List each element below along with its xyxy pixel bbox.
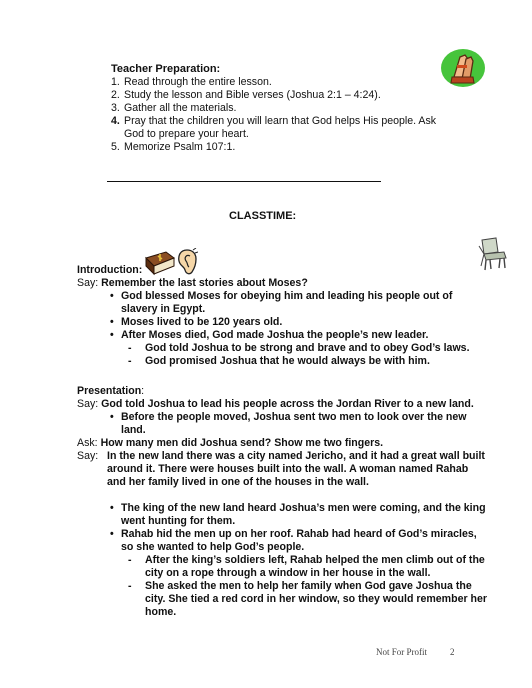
footer-text: Not For Profit (376, 647, 428, 657)
presentation-heading (77, 385, 487, 398)
bullet-icon: • (110, 502, 114, 514)
presentation-heading-text: Presentation (77, 385, 142, 397)
bullet-text: Moses lived to be 120 years old. (121, 316, 283, 328)
prep-text: Memorize Psalm 107:1. (124, 141, 236, 153)
list-item (77, 554, 487, 580)
list-item (77, 316, 487, 329)
prep-text: Read through the entire lesson. (124, 76, 272, 88)
bullet-text: The king of the new land heard Joshua’s men were coming, and the king went hunting for them. (121, 502, 486, 527)
presentation-ask (77, 437, 487, 450)
prep-item (111, 141, 451, 154)
prep-num: 2. (111, 89, 120, 101)
list-item (77, 528, 487, 554)
list-item (77, 411, 487, 437)
dash-icon: - (128, 580, 132, 592)
prep-num: 1. (111, 76, 120, 88)
say-text: God told Joshua to lead his people across the Jordan River to a new land. (101, 398, 474, 410)
presentation-say (77, 398, 487, 411)
classtime-heading: CLASSTIME: (229, 210, 297, 222)
praying-hands-icon (440, 47, 486, 89)
bullet-icon: • (110, 329, 114, 341)
dash-icon: - (128, 355, 132, 367)
prep-num: 4. (111, 115, 120, 127)
page-number: 2 (450, 647, 455, 657)
bullet-icon: • (110, 411, 114, 423)
list-item (77, 355, 487, 368)
intro-say (77, 277, 487, 290)
ask-text: How many men did Joshua send? Show me two fingers. (100, 437, 384, 449)
presentation-say (77, 450, 487, 489)
list-item (77, 502, 487, 528)
ask-label: Ask: (77, 437, 98, 449)
bullet-text: Rahab hid the men up on her roof. Rahab had heard of God’s miracles, so she wanted to help God’s people. (121, 528, 477, 553)
bullet-text: God blessed Moses for obeying him and leading his people out of slavery in Egypt. (121, 290, 453, 315)
presentation-heading-colon: : (141, 385, 145, 397)
list-item (77, 290, 487, 316)
prep-item (111, 102, 451, 115)
say-label: Say: (77, 398, 99, 410)
say-text: Remember the last stories about Moses? (101, 277, 308, 289)
say-label: Say: (77, 450, 99, 462)
prep-num: 3. (111, 102, 120, 114)
dash-text: She asked the men to help her family when God gave Joshua the city. She tied a red cord in her window, so they would remember her home. (145, 580, 488, 618)
dash-text: God told Joshua to be strong and brave and to obey God’s laws. (145, 342, 470, 354)
list-item (77, 329, 487, 342)
prep-text: Study the lesson and Bible verses (Joshua 2:1 – 4:24). (124, 89, 381, 101)
bullet-icon: • (110, 290, 114, 302)
spacer (77, 489, 487, 502)
dash-icon: - (128, 342, 132, 354)
bullet-text: Before the people moved, Joshua sent two men to look over the new land. (121, 411, 467, 436)
dash-text: After the king’s soldiers left, Rahab helped the men climb out of the city on a rope through a window in her house in the wall. (145, 554, 485, 579)
say-label: Say: (77, 277, 99, 289)
bullet-text: After Moses died, God made Joshua the people’s new leader. (121, 329, 429, 341)
prep-item (111, 76, 451, 89)
say-text: In the new land there was a city named Jericho, and it had a great wall built around it. There were houses built into the wall. A woman named Rahab and her family lived in one of the houses in the wall. (107, 450, 485, 488)
bullet-icon: • (110, 316, 114, 328)
presentation-section (77, 385, 487, 619)
list-item (77, 580, 487, 619)
intro-section (77, 264, 487, 368)
prep-title: Teacher Preparation: (111, 63, 221, 75)
prep-item (111, 115, 451, 141)
dash-icon: - (128, 554, 132, 566)
prep-text: Pray that the children you will learn that God helps His people. Ask God to prepare your heart. (124, 115, 437, 140)
intro-heading: Introduction: (77, 264, 143, 276)
prep-text: Gather all the materials. (124, 102, 237, 114)
dash-text: God promised Joshua that he would always be with him. (145, 355, 430, 367)
separator-rule (107, 181, 381, 182)
bullet-icon: • (110, 528, 114, 540)
prep-list (111, 76, 451, 154)
list-item (77, 342, 487, 355)
prep-num: 5. (111, 141, 120, 153)
prep-item (111, 89, 451, 102)
